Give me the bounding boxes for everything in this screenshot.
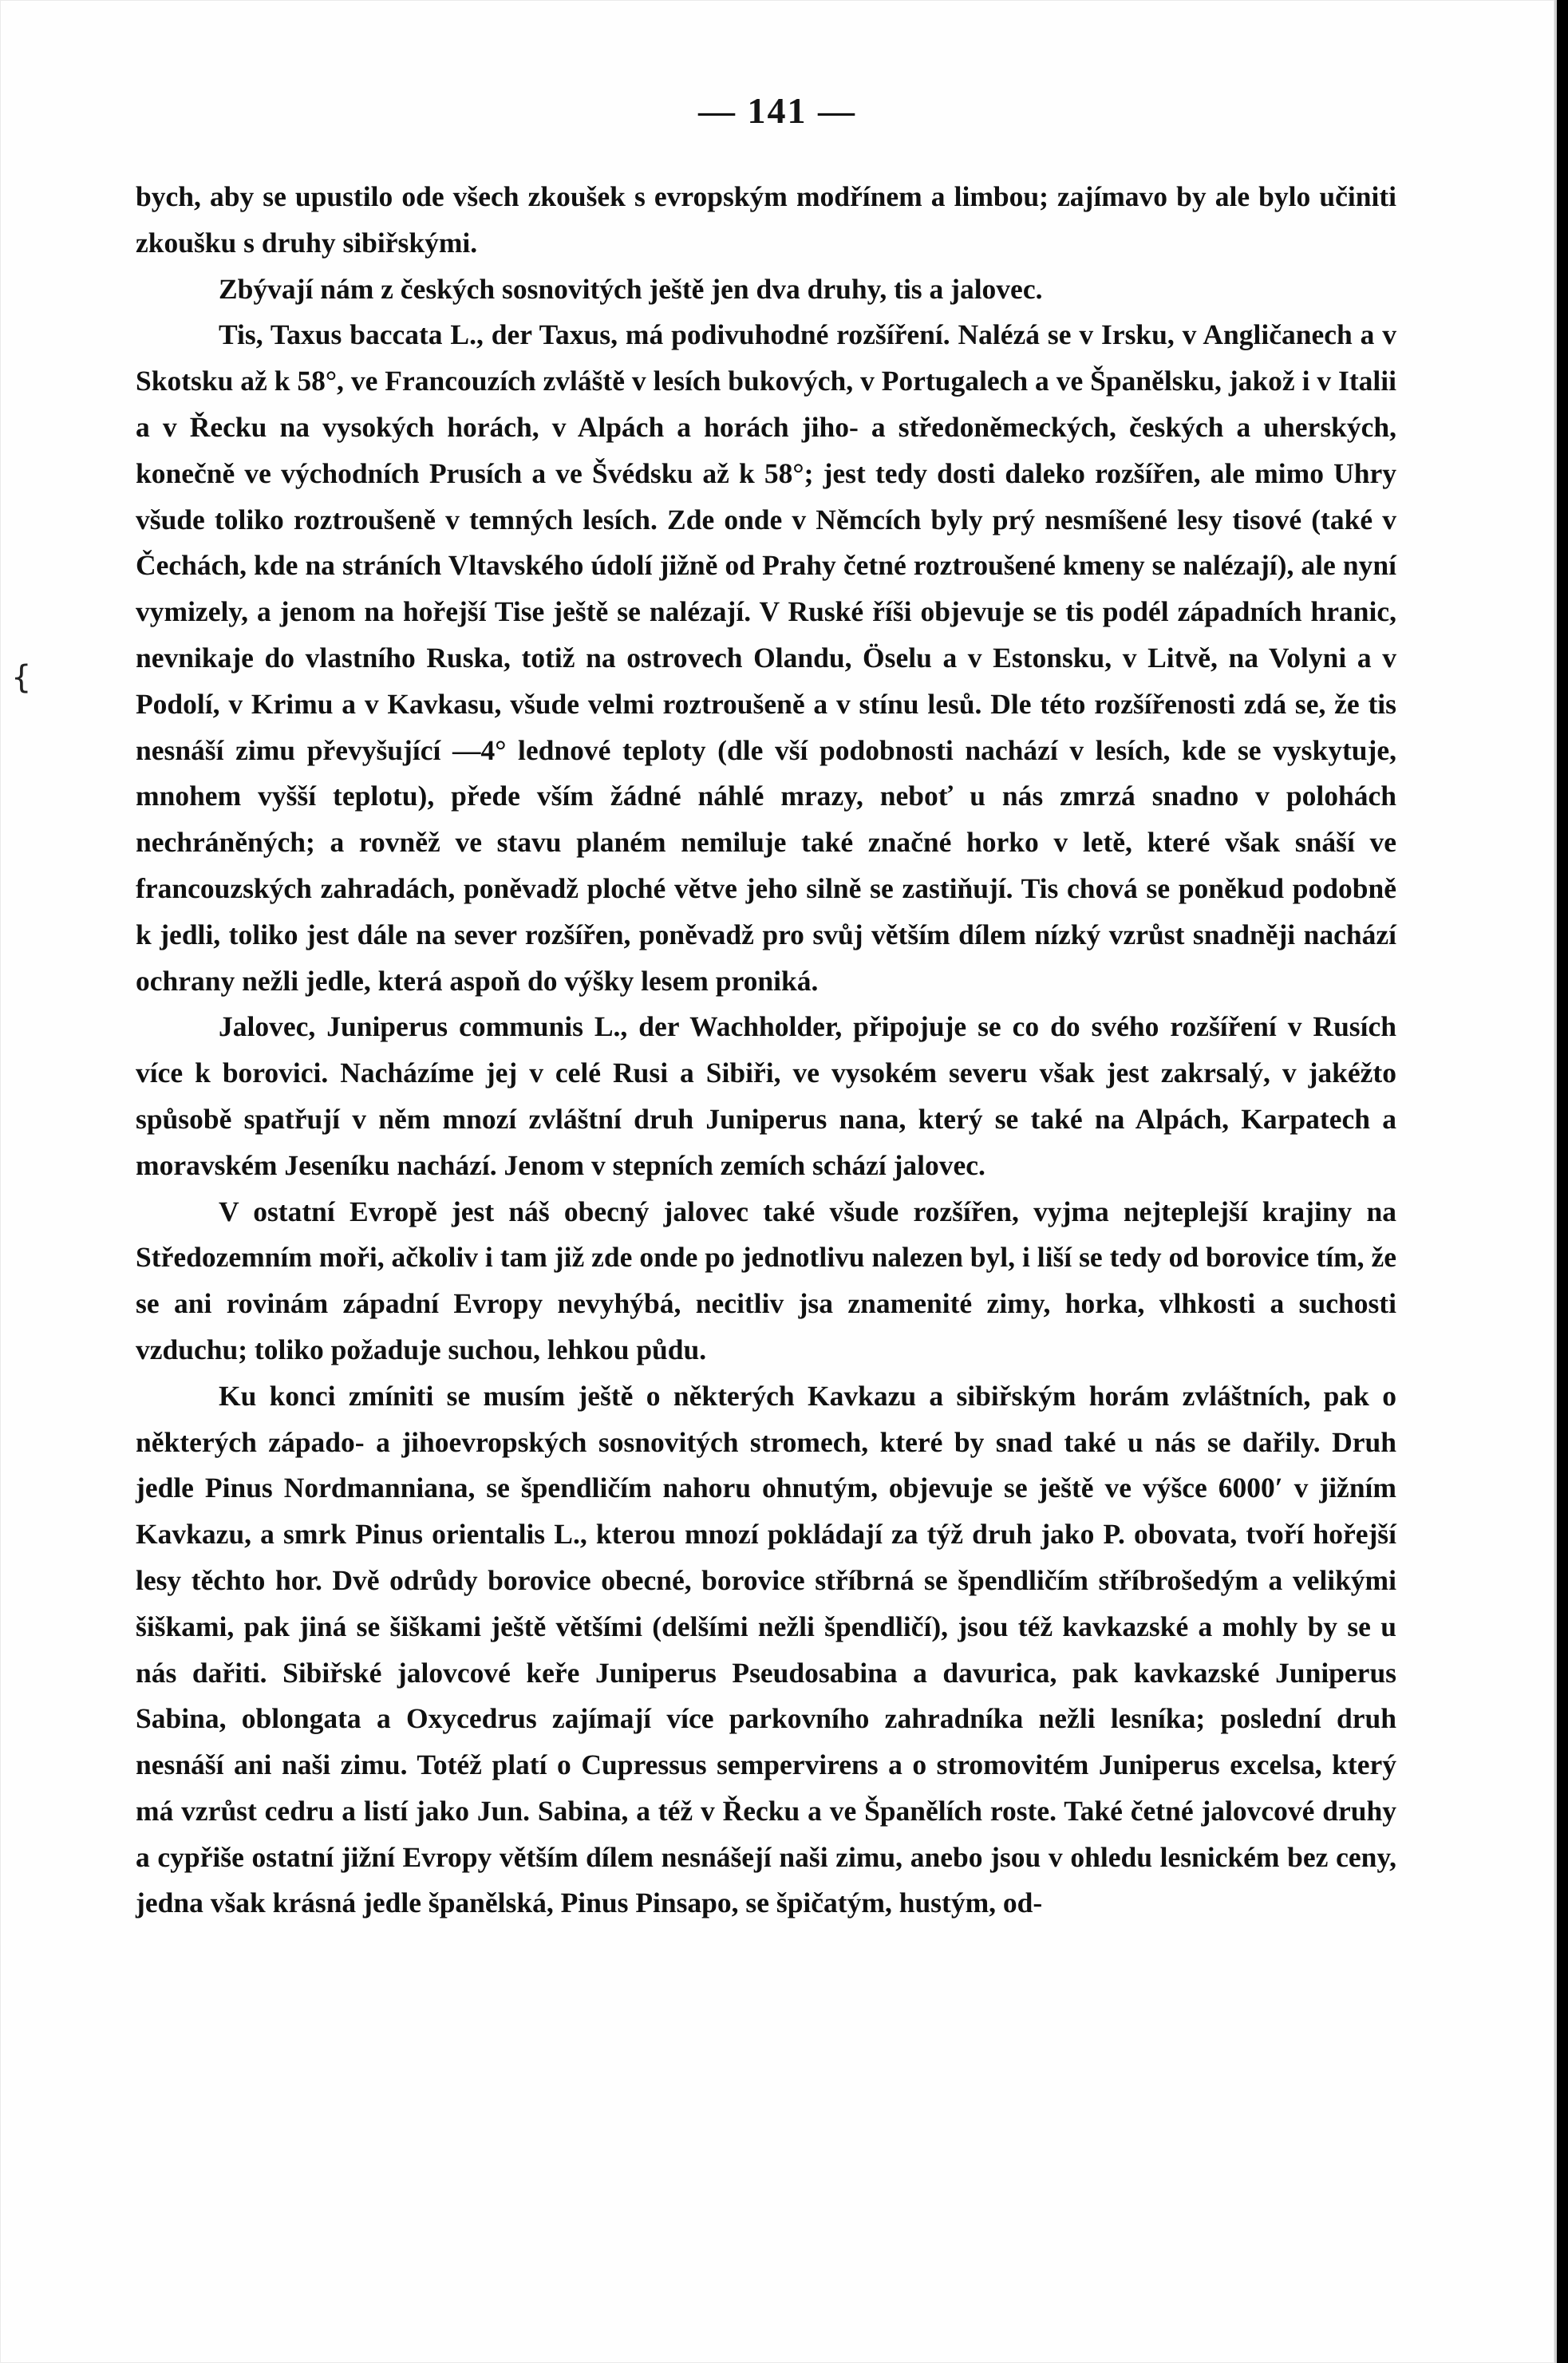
page-number: — 141 — <box>698 90 856 131</box>
paragraph-intro: Zbývají nám z českých sosnovitých ještě jen dva druhy, tis a jalovec. <box>219 272 1043 305</box>
paragraph-juniperus: Jalovec, Juniperus communis L., der Wachholder, připojuje se co do svého rozšíření v Rusích více k borovici. Nacházíme jej v celé Rusi a Sibiři, ve vysokém severu však jest zakrsalý, v jakéžto spůsobě spatřují v něm mnozí zvláštní druh Juniperus nana, který se také na Alpách, Karpatech a moravském Jeseníku nachází. Jenom v stepních zemích schází jalovec. <box>136 1010 1396 1181</box>
margin-mark: { <box>11 659 32 696</box>
paragraph-taxus: Tis, Taxus baccata L., der Taxus, má podivuhodné rozšíření. Nalézá se v Irsku, v Angličanech a v Skotsku až k 58°, ve Francouzích zvláště v lesích bukových, v Portugalech a ve Španělsku, jakož i v Italii a v Řecku na vysokých horách, v Alpách a horách jiho- a středoněmeckých, českých a uherských, konečně ve východních Prusích a ve Švédsku až k 58°; jest tedy dosti daleko rozšířen, ale mimo Uhry všude toliko roztroušeně v temných lesích. Zde onde v Němcích byly prý nesmíšené lesy tisové (také v Čechách, kde na stráních Vltavského údolí jižně od Prahy četné roztroušené kmeny se nalézají), ale nyní vymizely, a jenom na hořejší Tise ještě se nalézají. V Ruské říši objevuje se tis podél západních hranic, nevnikaje do vlastního Ruska, totiž na ostrovech Olandu, Öselu a v Estonsku, v Litvě, na Volyni a v Podolí, v Krimu a v Kavkasu, všude velmi roztroušeně a v stínu lesů. Dle této rozšířenosti zdá se, že tis nesnáší zimu převyšující —4° lednové teploty (dle vší podobnosti nachází v lesích, kde se vyskytuje, mnohem vyšší teplotu), přede vším žádné náhlé mrazy, neboť u nás zmrzá snadno v polohách nechráněných; a rovněž ve stavu planém nemiluje také značné horko v letě, které však snáší ve francouzských zahradách, poněvadž ploché větve jeho silně se zastiňují. Tis chová se poněkud podobně k jedli, toliko jest dále na sever rozšířen, poněvadž pro svůj větším dílem nízký vzrůst snadněji nachází ochrany nežli jedle, která aspoň do výšky lesem proniká. <box>136 318 1396 997</box>
paragraph-continuation: bych, aby se upustilo ode všech zkoušek s evropským modřínem a limbou; zajímavo by ale bylo učiniti zkoušku s druhy sibiřskými. <box>136 180 1396 259</box>
paragraph-europe: V ostatní Evropě jest náš obecný jalovec také všude rozšířen, vyjma nejteplejší krajiny na Středozemním moři, ačkoliv i tam již zde onde po jednotlivu nalezen byl, i liší se tedy od borovice tím, že se ani rovinám západní Evropy nevyhýbá, necitliv jsa znamenité zimy, horka, vlhkosti a suchosti vzduchu; toliko požaduje suchou, lehkou půdu. <box>136 1195 1396 1365</box>
page-body <box>136 174 1396 1926</box>
paragraph-caucasus: Ku konci zmíniti se musím ještě o některých Kavkazu a sibiřským horám zvláštních, pak o některých západo- a jihoevropských sosnovitých stromech, které by snad také u nás se dařily. Druh jedle Pinus Nordmanniana, se špendličím nahoru ohnutým, objevuje se ještě ve výšce 6000′ v jižním Kavkazu, a smrk Pinus orientalis L., kterou mnozí pokládají za týž druh jako P. obovata, tvoří hořejší lesy těchto hor. Dvě odrůdy borovice obecné, borovice stříbrná se špendličím stříbrošedým a velikými šiškami, pak jiná se šiškami ještě většími (delšími nežli špendličí), jsou též kavkazské a mohly by se u nás dařiti. Sibiřské jalovcové keře Juniperus Pseudosabina a davurica, pak kavkazské Juniperus Sabina, oblongata a Oxycedrus zajímají více parkovního zahradníka nežli lesníka; poslední druh nesnáší ani naši zimu. Totéž platí o Cupressus sempervirens a o stromovitém Juniperus excelsa, který má vzrůst cedru a listí jako Jun. Sabina, a též v Řecku a ve Španělích roste. Také četné jalovcové druhy a cypřiše ostatní jižní Evropy větším dílem nesnášejí naši zimu, anebo jsou v ohledu lesnickém bez ceny, jedna však krásná jedle španělská, Pinus Pinsapo, se špičatým, hustým, od- <box>136 1379 1396 1919</box>
